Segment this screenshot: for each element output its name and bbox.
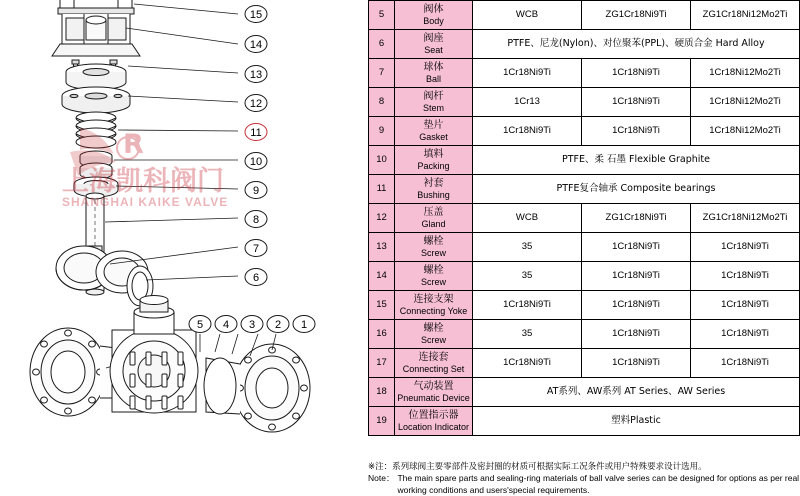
material-2: 1Cr18Ni9Ti xyxy=(582,262,691,291)
callout-3 xyxy=(241,316,263,333)
material-2: ZG1Cr18Ni9Ti xyxy=(582,204,691,233)
row-name: 螺栓 Screw xyxy=(395,233,473,262)
table-row xyxy=(369,407,800,436)
svg-text:7: 7 xyxy=(252,243,260,255)
callout-2 xyxy=(267,316,289,333)
svg-text:11: 11 xyxy=(250,127,262,139)
svg-text:10: 10 xyxy=(249,156,263,168)
material-2: 1Cr18Ni9Ti xyxy=(582,88,691,117)
svg-text:5: 5 xyxy=(196,319,204,331)
table-row xyxy=(369,291,800,320)
table-row xyxy=(369,117,800,146)
row-number: 9 xyxy=(369,117,395,146)
material-1: WCB xyxy=(473,1,582,30)
row-number: 19 xyxy=(369,407,395,436)
svg-text:8: 8 xyxy=(252,214,260,226)
row-name: 垫片 Gasket xyxy=(395,117,473,146)
table-row xyxy=(369,262,800,291)
table-row xyxy=(369,146,800,175)
material-merged: PTFE复合轴承 Composite bearings xyxy=(473,175,800,204)
callout-8 xyxy=(245,211,267,228)
material-2: 1Cr18Ni9Ti xyxy=(582,320,691,349)
row-number: 12 xyxy=(369,204,395,233)
row-number: 14 xyxy=(369,262,395,291)
row-number: 8 xyxy=(369,88,395,117)
table-row xyxy=(369,204,800,233)
svg-text:12: 12 xyxy=(249,98,263,110)
svg-text:2: 2 xyxy=(274,319,282,331)
table-row xyxy=(369,349,800,378)
callout-group-right xyxy=(245,6,267,286)
svg-text:1: 1 xyxy=(300,319,308,331)
row-name: 阀体 Body xyxy=(395,1,473,30)
table-row xyxy=(369,175,800,204)
material-3: ZG1Cr18Ni12Mo2Ti xyxy=(691,1,800,30)
row-name: 连接套 Connecting Set xyxy=(395,349,473,378)
callout-6 xyxy=(245,269,267,286)
table-row xyxy=(369,320,800,349)
material-3: 1Cr18Ni12Mo2Ti xyxy=(691,88,800,117)
table-row xyxy=(369,1,800,30)
material-merged: PTFE、柔 石墨 Flexible Graphite xyxy=(473,146,800,175)
callout-10 xyxy=(245,153,267,170)
footnote-block xyxy=(368,462,800,496)
callout-group-bottom xyxy=(189,316,315,333)
row-name: 球体 Ball xyxy=(395,59,473,88)
row-number: 13 xyxy=(369,233,395,262)
row-number: 17 xyxy=(369,349,395,378)
material-1: WCB xyxy=(473,204,582,233)
row-number: 5 xyxy=(369,1,395,30)
callout-5 xyxy=(189,316,211,333)
row-name: 阀座 Seat xyxy=(395,30,473,59)
material-2: ZG1Cr18Ni9Ti xyxy=(582,1,691,30)
row-name: 螺栓 Screw xyxy=(395,262,473,291)
material-1: 1Cr18Ni9Ti xyxy=(473,349,582,378)
svg-text:R: R xyxy=(123,129,144,160)
material-2: 1Cr18Ni9Ti xyxy=(582,291,691,320)
material-merged: PTFE、尼龙(Nylon)、对位聚苯(PPL)、硬质合金 Hard Alloy xyxy=(473,30,800,59)
material-3: 1Cr18Ni9Ti xyxy=(691,291,800,320)
material-1: 1Cr18Ni9Ti xyxy=(473,291,582,320)
row-number: 15 xyxy=(369,291,395,320)
material-merged: 塑料Plastic xyxy=(473,407,800,436)
footnote-en: The main spare parts and sealing-ring materials of ball valve series can be designed for options as per real working conditions and users'special requirements. xyxy=(397,473,800,495)
row-number: 6 xyxy=(369,30,395,59)
table-row xyxy=(369,378,800,407)
material-1: 35 xyxy=(473,233,582,262)
material-1: 1Cr13 xyxy=(473,88,582,117)
row-name: 衬套 Bushing xyxy=(395,175,473,204)
svg-text:13: 13 xyxy=(249,69,263,81)
callout-4 xyxy=(215,316,237,333)
material-3: 1Cr18Ni9Ti xyxy=(691,262,800,291)
gland-part xyxy=(62,87,130,113)
row-name: 填料 Packing xyxy=(395,146,473,175)
material-3: 1Cr18Ni12Mo2Ti xyxy=(691,117,800,146)
material-2: 1Cr18Ni9Ti xyxy=(582,59,691,88)
svg-text:4: 4 xyxy=(222,319,230,331)
watermark-en: SHANGHAI KAIKE VALVE xyxy=(62,195,229,209)
material-1: 1Cr18Ni9Ti xyxy=(473,117,582,146)
svg-text:14: 14 xyxy=(249,39,263,51)
svg-text:6: 6 xyxy=(252,272,260,284)
row-number: 16 xyxy=(369,320,395,349)
callout-1 xyxy=(293,316,315,333)
row-number: 18 xyxy=(369,378,395,407)
row-number: 10 xyxy=(369,146,395,175)
material-2: 1Cr18Ni9Ti xyxy=(582,349,691,378)
right-flange-part xyxy=(204,344,310,432)
callout-12 xyxy=(245,95,267,112)
row-number: 7 xyxy=(369,59,395,88)
callout-11 xyxy=(245,124,267,141)
table-row xyxy=(369,59,800,88)
table-row xyxy=(369,88,800,117)
table-row xyxy=(369,233,800,262)
valve-body-part xyxy=(110,296,198,414)
footnote-cn: ※注：系列球阀主要零部件及密封圈的材质可根据实际工况条件或用户特殊要求设计选用。 xyxy=(368,462,707,472)
callout-9 xyxy=(245,182,267,199)
material-1: 1Cr18Ni9Ti xyxy=(473,59,582,88)
parts-material-table xyxy=(368,0,800,493)
material-3: ZG1Cr18Ni12Mo2Ti xyxy=(691,204,800,233)
material-3: 1Cr18Ni12Mo2Ti xyxy=(691,59,800,88)
connecting-set-part xyxy=(66,64,126,90)
material-1: 35 xyxy=(473,320,582,349)
row-number: 11 xyxy=(369,175,395,204)
row-name: 气动装置 Pneumatic Device xyxy=(395,378,473,407)
row-name: 螺栓 Screw xyxy=(395,320,473,349)
row-name: 位置指示器 Location Indicator xyxy=(395,407,473,436)
callout-13 xyxy=(245,66,267,83)
callout-7 xyxy=(245,240,267,257)
material-3: 1Cr18Ni9Ti xyxy=(691,320,800,349)
svg-text:15: 15 xyxy=(249,9,263,21)
row-name: 连接支架 Connecting Yoke xyxy=(395,291,473,320)
row-name: 阀杆 Stem xyxy=(395,88,473,117)
callout-15 xyxy=(245,6,267,23)
material-1: 35 xyxy=(473,262,582,291)
material-2: 1Cr18Ni9Ti xyxy=(582,233,691,262)
watermark-cn: 上海凯科阀门 xyxy=(62,166,224,197)
svg-text:3: 3 xyxy=(248,319,256,331)
callout-14 xyxy=(245,36,267,53)
exploded-diagram xyxy=(0,0,368,493)
table-row xyxy=(369,30,800,59)
material-2: 1Cr18Ni9Ti xyxy=(582,117,691,146)
material-merged: AT系列、AW系列 AT Series、AW Series xyxy=(473,378,800,407)
row-name: 压盖 Gland xyxy=(395,204,473,233)
material-3: 1Cr18Ni9Ti xyxy=(691,349,800,378)
svg-text:9: 9 xyxy=(252,185,260,197)
bushing-part xyxy=(76,112,116,148)
material-3: 1Cr18Ni9Ti xyxy=(691,233,800,262)
packing-part xyxy=(80,151,112,179)
footnote-label: Note： xyxy=(368,473,395,484)
